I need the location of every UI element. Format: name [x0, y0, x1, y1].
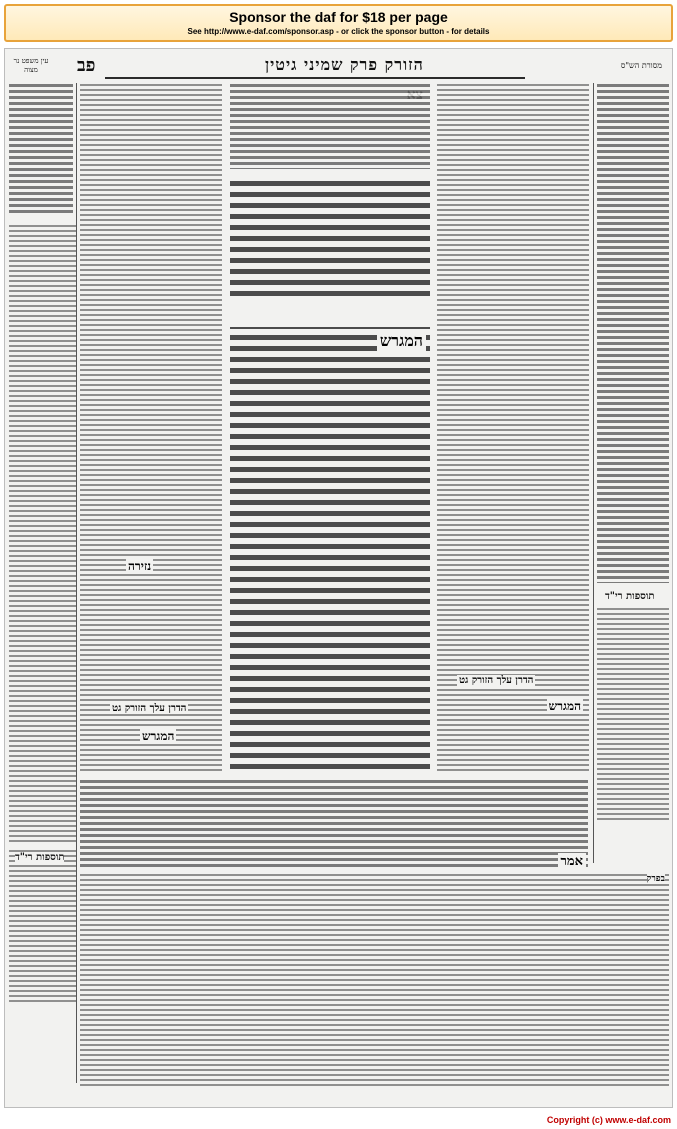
page-number: פב [77, 55, 96, 76]
amar-heading: אמר [558, 853, 586, 869]
bottom-gloss-text [80, 873, 669, 1087]
sponsor-banner-title[interactable]: Sponsor the daf for $18 per page [229, 9, 448, 25]
tosafot-dibur-nezira: נזירה [128, 559, 152, 573]
header-rule [105, 77, 525, 79]
page-header-title: הזורק פרק שמיני גיטין [265, 55, 424, 74]
rashi-mishnah-label: המגרש [548, 699, 581, 713]
hadran-gap [230, 301, 430, 327]
talmud-page-scan [4, 48, 673, 1108]
bottom-commentary-text [80, 779, 588, 869]
mishnah-heading: המגרש [377, 331, 426, 351]
tosafot-mishnah-label: המגרש [142, 729, 175, 743]
gemara-column [230, 83, 430, 773]
rashi-hadran: הדרן עלך הזורק גט [459, 675, 534, 686]
tosfos-rid-left-column [9, 224, 77, 1004]
tosfos-rid-gap [9, 844, 77, 850]
sponsor-banner[interactable] [4, 4, 673, 42]
tosfos-rid-left-text [9, 224, 77, 1004]
gemara-text [230, 179, 430, 773]
masoret-text [597, 83, 669, 583]
copyright-notice[interactable]: Copyright (c) www.e-daf.com [546, 1115, 671, 1125]
tosfos-rid-right-heading: תוספות רי"ד [605, 591, 655, 602]
ein-mishpat-header: עין משפט נר מצוה [13, 57, 49, 74]
masoret-hashas-header: מסורת הש"ס [620, 61, 662, 70]
bottom-commentary [80, 779, 588, 869]
tosfos-rid-right-column [597, 591, 669, 821]
bottom-gloss-block [80, 873, 669, 1087]
rashi-text [437, 83, 589, 773]
column-divider-1 [76, 83, 77, 1083]
tosafot-text [80, 83, 222, 773]
tosfos-rid-right-text [597, 607, 669, 821]
tosafot-column [80, 83, 222, 773]
tosfos-rid-left-heading: תוספות רי"ד [15, 852, 65, 863]
sponsor-banner-subtitle[interactable]: See http://www.e-daf.com/sponsor.asp - or click the sponsor button - for details [187, 27, 490, 36]
ein-mishpat-text [9, 83, 73, 213]
column-divider-2 [593, 83, 594, 863]
bottom-column-heading: בפרק [646, 874, 665, 884]
ein-mishpat-column [9, 83, 73, 213]
gemara-top-gloss [230, 83, 430, 169]
tosafot-hadran: הדרן עלך הזורק גט [112, 703, 187, 714]
rashi-column [437, 83, 589, 773]
masoret-column [597, 83, 669, 583]
